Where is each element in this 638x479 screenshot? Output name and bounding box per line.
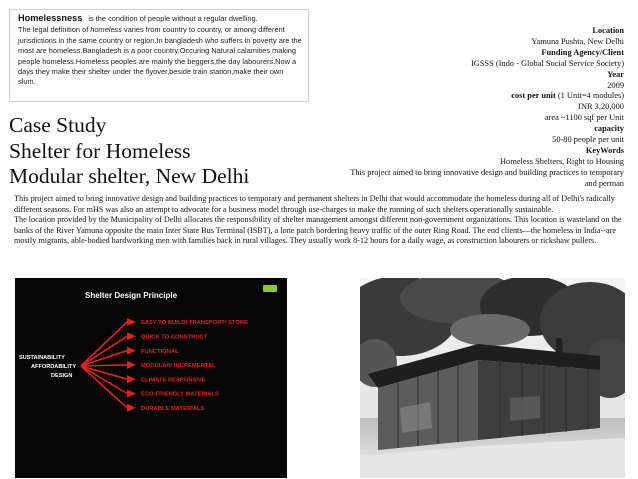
keywords-label: KeyWords — [585, 145, 624, 155]
principle-label-2: QUICK TO CONSTRUCT — [141, 334, 208, 341]
principle-label-6: ECO-FRIENDLY MATERIALS — [141, 391, 219, 398]
year-label: Year — [607, 69, 624, 79]
principle-label-5: CLIMATE RESPONSIVE — [141, 377, 206, 384]
shelter-photo-illustration — [360, 278, 625, 478]
area-value: area ~1100 sqf per Unit — [544, 113, 624, 123]
cost-note: (1 Unit=4 modules) — [555, 91, 624, 101]
cost-value: INR 3,20,000 — [578, 102, 624, 112]
description-paragraph-1: This project aimed to bring innovative design and building practices to temporary and permanent shelters in Delhi that would accommodate the homeless during all of Delhi's radically different seasons. For mHS was also an attempt to advocate for a business model through use-charges to make the running of such shelters operationally sustainable. — [14, 194, 615, 214]
capacity-label: capacity — [594, 124, 624, 134]
intro-paragraph — [18, 25, 302, 87]
year-value: 2009 — [607, 80, 624, 90]
project-info — [304, 26, 624, 190]
shelter-photo — [360, 278, 625, 478]
intro-box — [9, 9, 309, 102]
client-value: IGSSS (Indo - Global Social Service Society) — [470, 58, 624, 68]
design-principle-diagram — [15, 278, 287, 478]
intro-text-b: varies from country to country, or among different jurisdictions in the same country or region.In bangladesh who suffers in poverty are the most are homeless.Bangladesh is a poor country.Occuring Natural calamities making people homeless.Homeless peoples are mainly the beggers,the day labourers.Now a days they make their shelter under the flyover,beside train station,make their own slum. — [18, 25, 302, 87]
logo-mark — [263, 285, 277, 292]
title-line-3: Modular shelter, New Delhi — [9, 164, 250, 188]
cost-label: cost per unit — [511, 91, 556, 101]
location-value: Yamuna Pushta, New Delhi — [531, 36, 624, 46]
principle-label-3: FUNCTIONAL — [141, 348, 179, 355]
diagram-heading: Shelter Design Principle — [85, 291, 178, 300]
aim-line-1: This project aimed to bring innovative design and building practices to temporary — [350, 167, 624, 177]
intro-first-line — [18, 13, 302, 24]
aim-line-2: and perman — [584, 178, 624, 188]
project-description — [14, 194, 626, 247]
shelter-design-principle-image — [15, 278, 287, 478]
principle-label-1: EASY TO BUILD/ TRANSPORT/ STORE — [141, 320, 248, 327]
intro-text-a: The legal definition of — [18, 25, 91, 35]
arrow-line-4 — [81, 365, 127, 366]
intro-lead-rest: is the condition of people without a regular dwelling. — [88, 14, 258, 23]
capacity-value: 50-80 people per unit — [552, 135, 624, 145]
principle-label-4: MODULAR/ INCREMENTAL — [141, 363, 216, 370]
left-label-3: DESIGN — [51, 373, 73, 379]
cost-line — [304, 91, 624, 102]
client-label: Funding Agency/Client — [541, 47, 624, 57]
principle-label-7: DURABLE MATERIALS — [141, 406, 205, 412]
left-label-1: SUSTAINABILITY — [19, 355, 65, 361]
intro-text-italic: homeless — [90, 25, 122, 35]
title-line-2: Shelter for Homeless — [9, 138, 191, 163]
light-patch-2 — [510, 396, 540, 421]
description-paragraph-2: The location provided by the Municipality of Delhi allocates the responsibility of shelter management amongst different non-government organizations. This location is wasteland on the banks of the River Yamuna opposite the main Inter State Bus Terminal (ISBT), a lone patch bordering heavy traffic of the outer Ring Road. The end clients—the homeless in India--are mostly migrants, able-bodied hardworking men with families back in rural villages. They usually work 8-12 hours for a daily wage, as construction labourers or rickshaw pullers. — [14, 215, 622, 245]
page-title — [9, 113, 249, 190]
intro-lead: Homelessness — [18, 13, 83, 23]
left-label-2: AFFORDABILITY — [31, 364, 77, 370]
location-label: Location — [592, 26, 624, 35]
title-line-1: Case Study — [9, 113, 107, 137]
keywords-value: Homeless Shelters, Right to Housing — [500, 156, 624, 166]
